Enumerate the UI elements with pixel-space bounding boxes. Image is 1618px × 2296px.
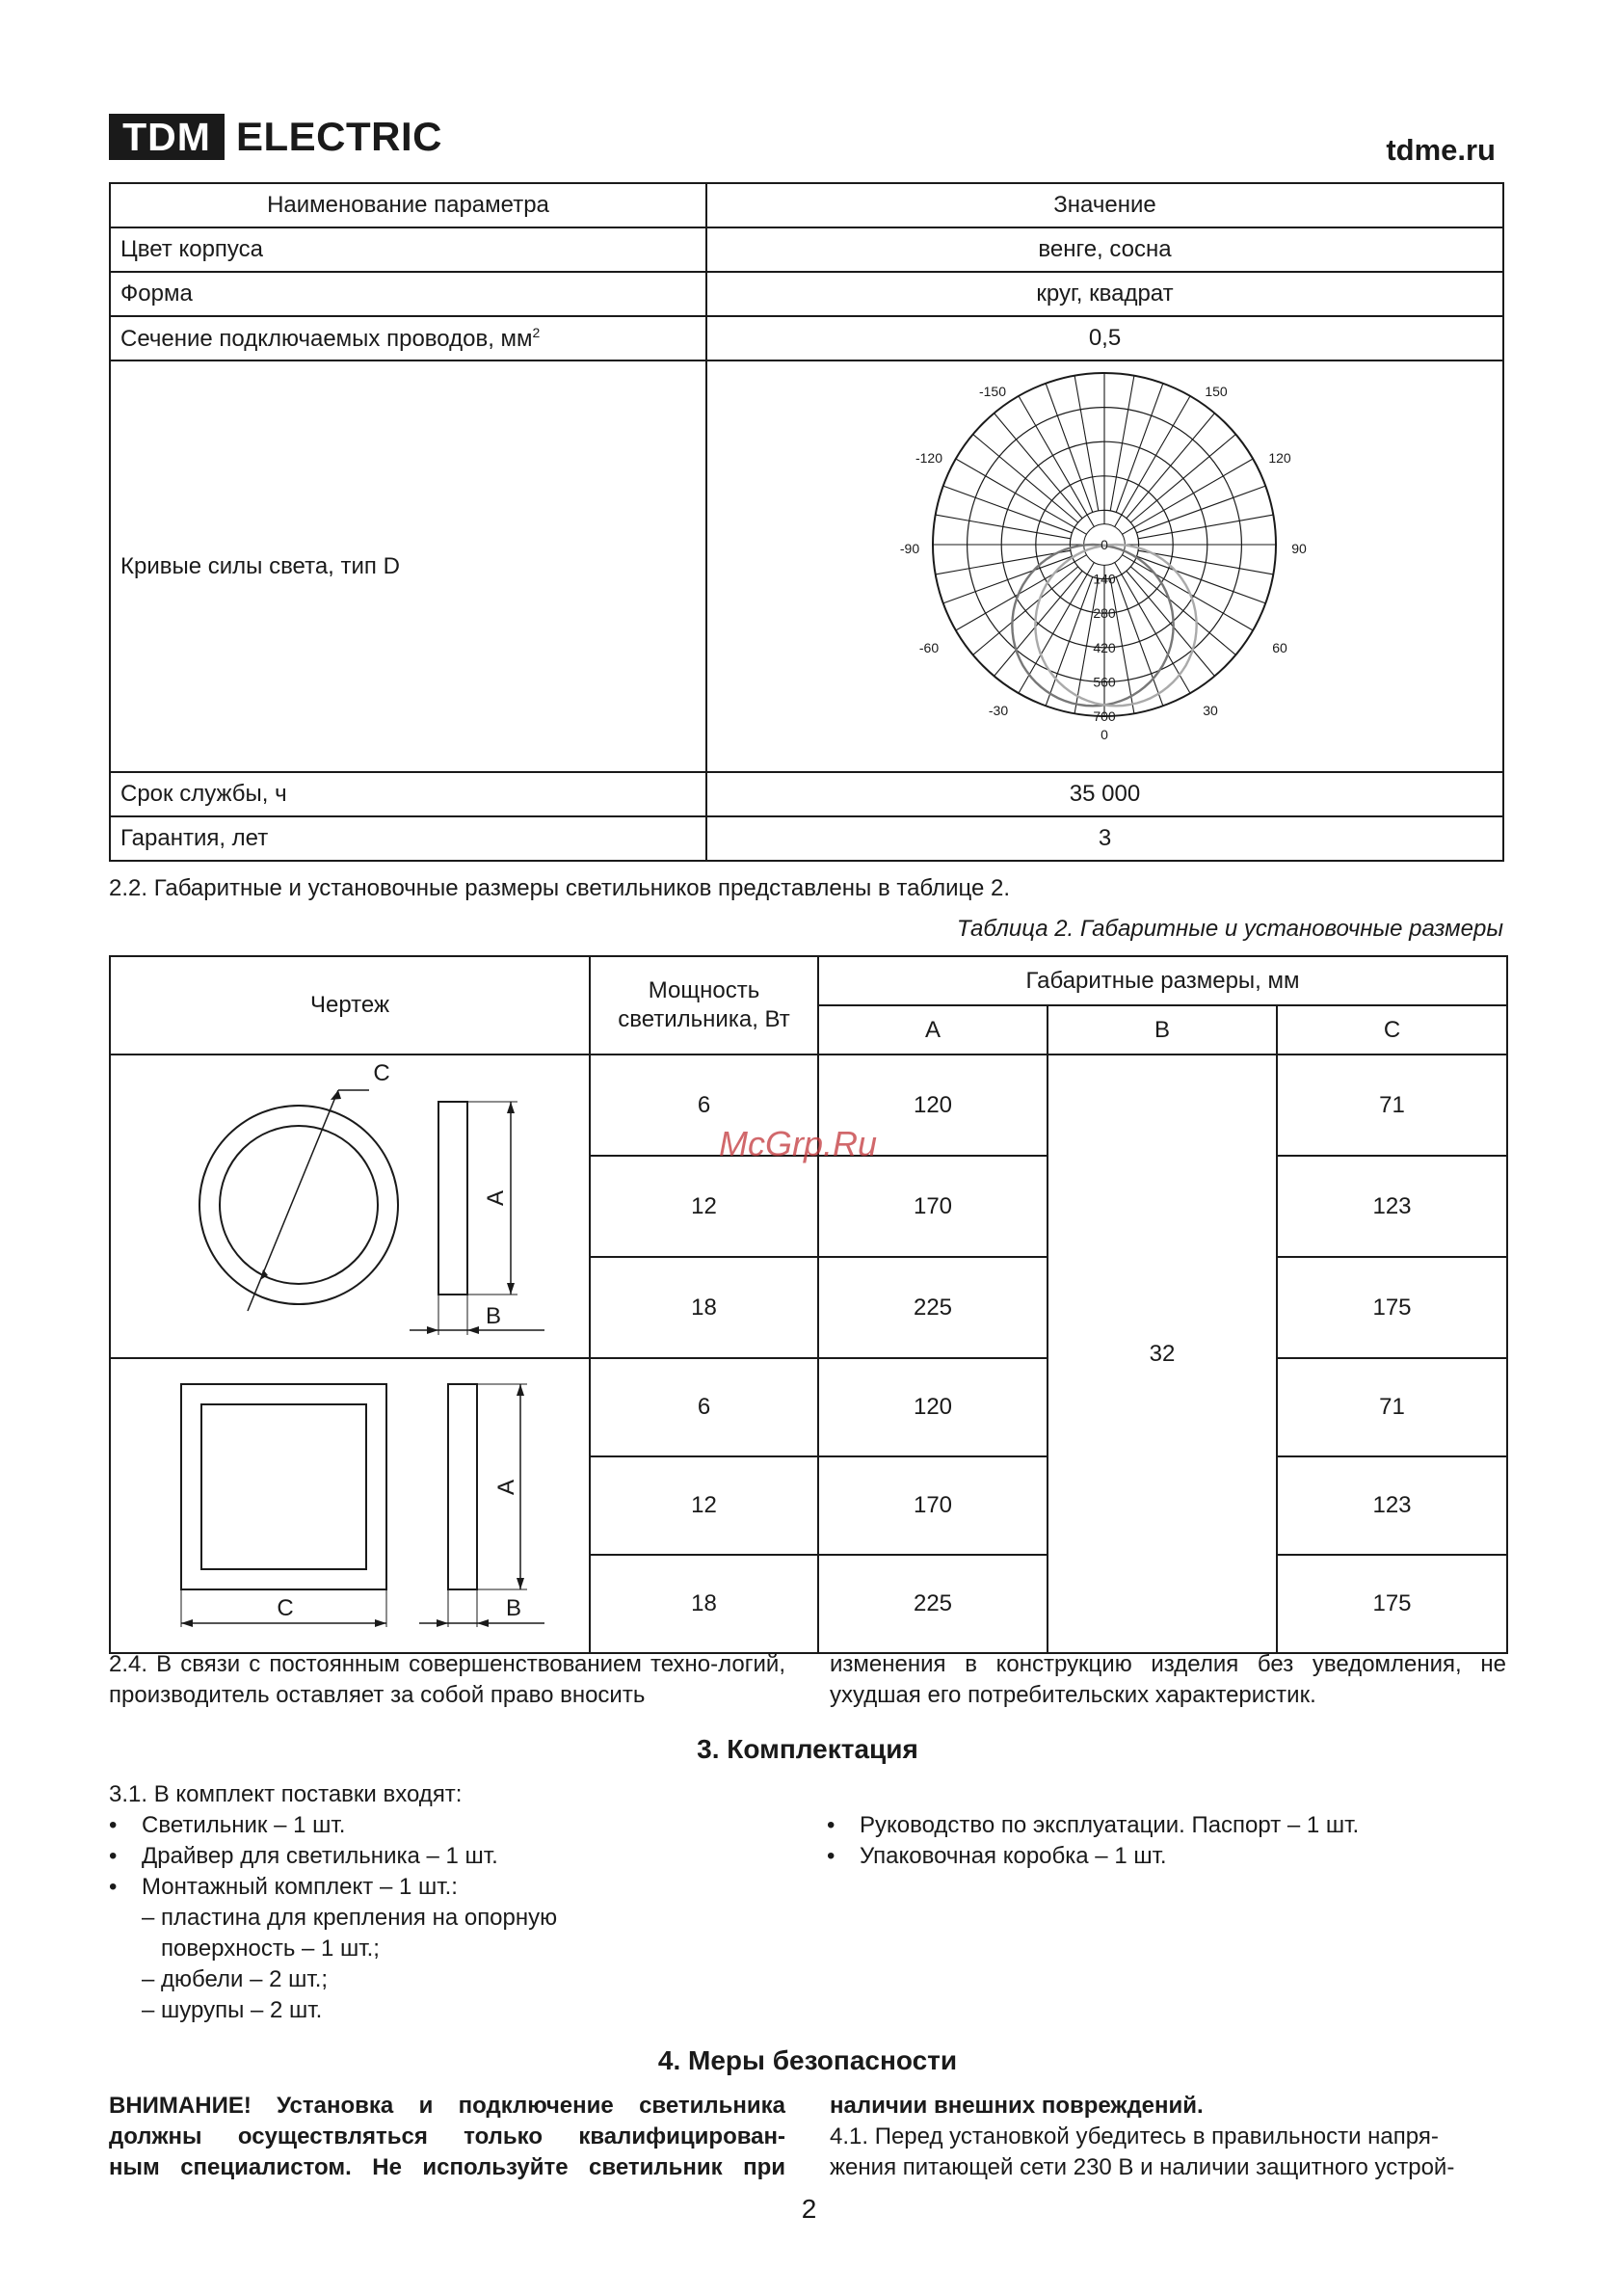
section-4-title: 4. Меры безопасности [657,2045,958,2075]
polar-plot-cell [706,360,1503,772]
polar-radial-label: 280 [1093,605,1116,622]
header-b: B [1048,1005,1277,1055]
param-cell: Гарантия, лет [110,816,706,861]
param-cell [110,316,706,360]
list-item: • Упаковочная коробка – 1 шт. [827,1843,1167,1869]
polar-angle-label: -60 [918,640,940,655]
polar-radial-label: 0 [1101,537,1108,552]
c-cell: 175 [1277,1555,1507,1653]
a-cell: 170 [818,1456,1048,1555]
a-cell: 120 [818,1358,1048,1456]
polar-grid-spoke [936,550,1071,574]
c-cell: 71 [1277,1055,1507,1156]
watermark: McGrp.Ru [719,1124,878,1163]
table-row [110,360,1503,772]
c-cell: 71 [1277,1358,1507,1456]
power-cell: 12 [590,1456,818,1555]
polar-grid-spoke [943,486,1073,533]
power-cell: 18 [590,1555,818,1653]
list-sub-item: – дюбели – 2 шт.; [142,1966,329,1992]
a-cell: 170 [818,1156,1048,1257]
list-sub-item: – пластина для крепления на опорную [142,1905,558,1931]
drawing-square [110,1358,590,1653]
power-cell: 18 [590,1257,818,1358]
p41-line: жения питающей сети 230 В и наличии защитного устрой- [830,2154,1455,2180]
section-2-2-text: 2.2. Габаритные и установочные размеры светильников представлены в таблице 2. [109,875,1011,901]
polar-grid-spoke [1046,384,1093,513]
param-cell: Срок службы, ч [110,772,706,816]
section-3-title: 3. Комплектация [697,1734,918,1764]
polar-angle-label: 0 [1101,727,1108,742]
param-cell: Кривые силы света, тип D [110,360,706,772]
polar-grid-spoke [1136,486,1265,533]
warning-right: наличии внешних повреждений. [830,2093,1204,2119]
table-row [110,316,1503,360]
polar-luminous-intensity-plot [707,361,1502,764]
a-cell: 225 [818,1555,1048,1653]
header-param: Наименование параметра [110,183,706,227]
polar-grid-spoke [936,515,1071,539]
polar-radial-label: 560 [1093,674,1116,690]
table-row [110,272,1503,316]
table-row [110,1358,1507,1456]
polar-angle-label: 90 [1291,541,1307,556]
a-cell: 225 [818,1257,1048,1358]
polar-grid-spoke [1138,515,1273,539]
site-url[interactable]: tdme.ru [1386,133,1496,167]
power-cell: 6 [590,1055,818,1156]
table-row [110,227,1503,272]
list-item: • Светильник – 1 шт. [109,1812,346,1838]
c-cell: 175 [1277,1257,1507,1358]
header-c: C [1277,1005,1507,1055]
section-4-right [830,2091,1506,2183]
label-b: B [505,1594,522,1621]
polar-angle-label: 30 [1203,703,1218,718]
value-cell: венге, сосна [706,227,1503,272]
polar-angle-label: -30 [988,703,1009,718]
polar-grid-spoke [1074,376,1099,511]
section-2-4-right: изменения в конструкцию изделия без уведомления, не ухудшая его потребительских характеристик. [830,1651,1506,1708]
label-b: B [485,1303,502,1329]
polar-angle-label: -90 [899,541,920,556]
value-cell: круг, квадрат [706,272,1503,316]
power-cell: 12 [590,1156,818,1257]
list-item: • Руководство по эксплуатации. Паспорт – 1 шт. [827,1812,1360,1838]
section-3-left-list [109,1810,557,2026]
label-c: C [277,1594,294,1621]
label-a: A [493,1479,519,1495]
label-a: A [483,1189,509,1207]
param-sup: 2 [532,324,541,340]
parameters-table [109,182,1504,862]
list-sub-item: поверхность – 1 шт.; [161,1936,380,1962]
square-luminaire-drawing [111,1365,589,1641]
header-power: Мощность светильника, Вт [590,956,818,1055]
table-row [110,816,1503,861]
header-a: A [818,1005,1048,1055]
c-cell: 123 [1277,1456,1507,1555]
value-cell: 3 [706,816,1503,861]
value-cell: 0,5 [706,316,1503,360]
polar-grid-spoke [1116,384,1163,513]
drawing-round [110,1055,590,1358]
polar-angle-label: 60 [1272,640,1287,655]
power-cell: 6 [590,1358,818,1456]
param-text: Сечение подключаемых проводов, мм [120,325,533,352]
table-header-row [110,183,1503,227]
polar-radial-label: 140 [1093,571,1116,587]
param-cell: Цвет корпуса [110,227,706,272]
logo-tdm: TDM [109,114,225,160]
polar-grid-spoke [943,556,1073,603]
polar-grid-spoke [1116,576,1163,706]
polar-grid-spoke [1136,556,1265,603]
polar-angle-label: 150 [1205,384,1228,399]
section-2-4-left: 2.4. В связи с постоянным совершенствованием техно-логий, производитель оставляет за собой право вносить [109,1651,785,1708]
polar-grid-spoke [1046,576,1093,706]
list-item: • Драйвер для светильника – 1 шт. [109,1843,498,1869]
page-number: 2 [801,2194,817,2224]
polar-radial-label: 700 [1093,708,1116,724]
polar-angle-label: 120 [1268,450,1291,466]
value-cell: 35 000 [706,772,1503,816]
table-header-row [110,956,1507,1005]
header-value: Значение [706,183,1503,227]
polar-angle-label: -120 [915,450,943,466]
section-4-warning-left: ВНИМАНИЕ! Установка и подключение светильника должны осуществляться только квалифицирован- ным специалистом. Не используйте светильник при [109,2093,785,2180]
polar-grid-spoke [1138,550,1273,574]
list-item: • Монтажный комплект – 1 шт.: [109,1874,458,1900]
polar-grid-spoke [1110,376,1134,511]
table2-caption: Таблица 2. Габаритные и установочные размеры [956,916,1503,942]
header-dims: Габаритные размеры, мм [818,956,1507,1005]
param-cell: Форма [110,272,706,316]
b-cell: 32 [1048,1055,1277,1653]
section-3-intro: 3.1. В комплект поставки входят: [109,1781,463,1807]
p41-line: 4.1. Перед установкой убедитесь в правильности напря- [830,2123,1439,2149]
list-sub-item: – шурупы – 2 шт. [142,1997,323,2023]
table-row [110,772,1503,816]
label-c: C [373,1060,390,1086]
header-drawing: Чертеж [110,956,590,1055]
polar-radial-label: 420 [1093,639,1116,655]
round-luminaire-drawing [111,1055,589,1350]
c-cell: 123 [1277,1156,1507,1257]
polar-angle-label: -150 [978,384,1007,399]
section-3-right-list [827,1810,1359,1872]
logo-electric: ELECTRIC [236,114,442,159]
a-cell: 120 [818,1055,1048,1156]
dimensions-table [109,955,1508,1654]
